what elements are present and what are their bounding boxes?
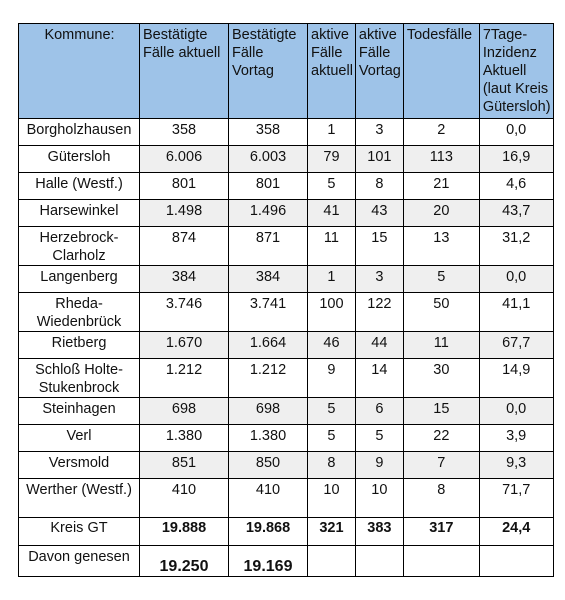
inzidenz: 41,1 — [479, 293, 553, 332]
bestaetigt-aktuell: 410 — [140, 479, 229, 518]
inzidenz: 3,9 — [479, 425, 553, 452]
inzidenz: 14,9 — [479, 359, 553, 398]
bestaetigt-aktuell: 874 — [140, 227, 229, 266]
bestaetigt-aktuell: 384 — [140, 266, 229, 293]
bestaetigt-aktuell: 1.380 — [140, 425, 229, 452]
aktiv-aktuell: 79 — [308, 146, 356, 173]
inzidenz: 9,3 — [479, 452, 553, 479]
kommune-name: Steinhagen — [19, 398, 140, 425]
aktiv-aktuell: 5 — [308, 173, 356, 200]
todesfaelle: 7 — [403, 452, 479, 479]
table-row — [19, 227, 554, 266]
total-todesfaelle: 317 — [403, 518, 479, 546]
bestaetigt-vortag: 6.003 — [229, 146, 308, 173]
bestaetigt-vortag: 1.496 — [229, 200, 308, 227]
kommune-name: Harsewinkel — [19, 200, 140, 227]
inzidenz: 31,2 — [479, 227, 553, 266]
aktiv-aktuell: 5 — [308, 425, 356, 452]
bestaetigt-aktuell: 3.746 — [140, 293, 229, 332]
todesfaelle: 13 — [403, 227, 479, 266]
table-row — [19, 332, 554, 359]
table-row — [19, 293, 554, 332]
total-bestaetigt-aktuell: 19.888 — [140, 518, 229, 546]
bestaetigt-vortag: 410 — [229, 479, 308, 518]
bestaetigt-vortag: 801 — [229, 173, 308, 200]
inzidenz: 71,7 — [479, 479, 553, 518]
aktiv-vortag: 3 — [355, 119, 403, 146]
kommune-name: Langenberg — [19, 266, 140, 293]
covid-cases-table — [18, 23, 554, 577]
todesfaelle: 20 — [403, 200, 479, 227]
todesfaelle: 5 — [403, 266, 479, 293]
inzidenz: 0,0 — [479, 119, 553, 146]
table-row — [19, 359, 554, 398]
recovered-aktuell: 19.250 — [140, 546, 229, 577]
table-row — [19, 200, 554, 227]
bestaetigt-vortag: 698 — [229, 398, 308, 425]
todesfaelle: 30 — [403, 359, 479, 398]
bestaetigt-vortag: 1.664 — [229, 332, 308, 359]
aktiv-aktuell: 9 — [308, 359, 356, 398]
recovered-empty-cell — [308, 546, 356, 577]
bestaetigt-aktuell: 1.670 — [140, 332, 229, 359]
bestaetigt-vortag: 358 — [229, 119, 308, 146]
header-kommune: Kommune: — [19, 24, 140, 119]
inzidenz: 16,9 — [479, 146, 553, 173]
aktiv-vortag: 122 — [355, 293, 403, 332]
aktiv-aktuell: 41 — [308, 200, 356, 227]
kommune-name: Schloß Holte-Stukenbrock — [19, 359, 140, 398]
kommune-name: Herzebrock-Clarholz — [19, 227, 140, 266]
bestaetigt-vortag: 1.212 — [229, 359, 308, 398]
recovered-name: Davon genesen — [19, 546, 140, 577]
aktiv-vortag: 101 — [355, 146, 403, 173]
aktiv-aktuell: 1 — [308, 266, 356, 293]
kommune-name: Verl — [19, 425, 140, 452]
todesfaelle: 8 — [403, 479, 479, 518]
header-bestaetigt-aktuell: Bestätigte Fälle aktuell — [140, 24, 229, 119]
kommune-name: Gütersloh — [19, 146, 140, 173]
aktiv-vortag: 5 — [355, 425, 403, 452]
recovered-empty-cell — [479, 546, 553, 577]
aktiv-vortag: 43 — [355, 200, 403, 227]
inzidenz: 43,7 — [479, 200, 553, 227]
todesfaelle: 21 — [403, 173, 479, 200]
total-row — [19, 518, 554, 546]
recovered-empty-cell — [355, 546, 403, 577]
bestaetigt-vortag: 1.380 — [229, 425, 308, 452]
bestaetigt-vortag: 871 — [229, 227, 308, 266]
aktiv-vortag: 44 — [355, 332, 403, 359]
aktiv-vortag: 14 — [355, 359, 403, 398]
header-bestaetigt-vortag: Bestätigte Fälle Vortag — [229, 24, 308, 119]
table-row — [19, 266, 554, 293]
header-inzidenz: 7Tage-Inzidenz Aktuell (laut Kreis Gütersloh) — [479, 24, 553, 119]
aktiv-aktuell: 8 — [308, 452, 356, 479]
bestaetigt-vortag: 850 — [229, 452, 308, 479]
todesfaelle: 50 — [403, 293, 479, 332]
todesfaelle: 2 — [403, 119, 479, 146]
aktiv-aktuell: 46 — [308, 332, 356, 359]
aktiv-vortag: 6 — [355, 398, 403, 425]
total-name: Kreis GT — [19, 518, 140, 546]
todesfaelle: 113 — [403, 146, 479, 173]
total-aktiv-vortag: 383 — [355, 518, 403, 546]
aktiv-vortag: 9 — [355, 452, 403, 479]
aktiv-aktuell: 11 — [308, 227, 356, 266]
todesfaelle: 22 — [403, 425, 479, 452]
table-row — [19, 479, 554, 518]
table-row — [19, 398, 554, 425]
bestaetigt-aktuell: 358 — [140, 119, 229, 146]
bestaetigt-aktuell: 1.212 — [140, 359, 229, 398]
aktiv-aktuell: 10 — [308, 479, 356, 518]
recovered-empty-cell — [403, 546, 479, 577]
bestaetigt-aktuell: 851 — [140, 452, 229, 479]
header-todesfaelle: Todesfälle — [403, 24, 479, 119]
inzidenz: 4,6 — [479, 173, 553, 200]
table-row — [19, 119, 554, 146]
aktiv-aktuell: 5 — [308, 398, 356, 425]
bestaetigt-aktuell: 1.498 — [140, 200, 229, 227]
recovered-row — [19, 546, 554, 577]
aktiv-vortag: 10 — [355, 479, 403, 518]
kommune-name: Versmold — [19, 452, 140, 479]
total-bestaetigt-vortag: 19.868 — [229, 518, 308, 546]
table-row — [19, 425, 554, 452]
table-row — [19, 146, 554, 173]
total-inzidenz: 24,4 — [479, 518, 553, 546]
kommune-name: Borgholzhausen — [19, 119, 140, 146]
header-aktiv-aktuell: aktive Fälle aktuell — [308, 24, 356, 119]
inzidenz: 0,0 — [479, 398, 553, 425]
kommune-name: Rheda-Wiedenbrück — [19, 293, 140, 332]
bestaetigt-aktuell: 801 — [140, 173, 229, 200]
table-row — [19, 173, 554, 200]
recovered-vortag: 19.169 — [229, 546, 308, 577]
kommune-name: Halle (Westf.) — [19, 173, 140, 200]
aktiv-vortag: 15 — [355, 227, 403, 266]
total-aktiv-aktuell: 321 — [308, 518, 356, 546]
header-aktiv-vortag: aktive Fälle Vortag — [355, 24, 403, 119]
bestaetigt-aktuell: 6.006 — [140, 146, 229, 173]
header-row — [19, 24, 554, 119]
aktiv-vortag: 3 — [355, 266, 403, 293]
todesfaelle: 11 — [403, 332, 479, 359]
todesfaelle: 15 — [403, 398, 479, 425]
bestaetigt-vortag: 384 — [229, 266, 308, 293]
bestaetigt-aktuell: 698 — [140, 398, 229, 425]
kommune-name: Rietberg — [19, 332, 140, 359]
table-row — [19, 452, 554, 479]
aktiv-aktuell: 100 — [308, 293, 356, 332]
inzidenz: 67,7 — [479, 332, 553, 359]
inzidenz: 0,0 — [479, 266, 553, 293]
kommune-name: Werther (Westf.) — [19, 479, 140, 518]
aktiv-aktuell: 1 — [308, 119, 356, 146]
aktiv-vortag: 8 — [355, 173, 403, 200]
bestaetigt-vortag: 3.741 — [229, 293, 308, 332]
